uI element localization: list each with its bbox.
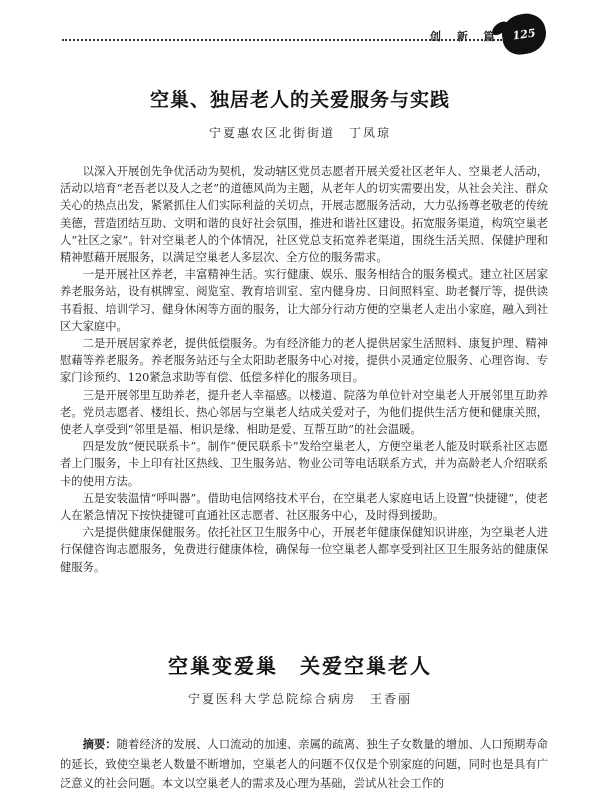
page-number: 125 [511,25,537,43]
article2-byline: 宁夏医科大学总院综合病房 王香丽 [187,692,412,706]
paragraph: 一是开展社区养老，丰富精神生活。实行健康、娱乐、服务相结合的服务模式。建立社区居家养老服务站，设有棋牌室、阅览室、教育培训室、室内健身房、日间照料室、助老餐厅等，提供读书看报、培训学习、健身休闲等方面的服务，让大部分行动方便的空巢老人走出小家庭，融入到社区大家庭中。 [60,268,548,333]
article1-title: 空巢、独居老人的关爱服务与实践 [149,89,450,111]
article2-title: 空巢变爱巢 关爱空巢老人 [168,654,432,678]
section-label: 创 新 篇 [430,30,501,43]
paragraph: 二是开展居家养老，提供低偿服务。为有经济能力的老人提供居家生活照料、康复护理、精神慰藉等养老服务。养老服务站还与全太阳助老服务中心对接，提供小灵通定位服务、心理咨询、专家门诊预约、120紧急求助等有偿、低偿多样化的服务项目。 [60,337,548,385]
paragraph: 三是开展邻里互助养老，提升老人幸福感。以楼道、院落为单位针对空巢老人开展邻里互助养老。党员志愿者、楼组长、热心邻居与空巢老人结成关爱对子，为他们提供生活方便和健康关照，使老人享受到“邻里是福、相识是缘、相助是爱、互帮互助”的社会温暖。 [60,388,548,437]
article1-byline: 宁夏惠农区北街街道 丁凤琼 [208,126,391,140]
article2-abstract [60,735,548,794]
article1-body [60,163,548,576]
abstract-label: 摘要： [82,738,117,751]
paragraph: 四是发放“便民联系卡”。制作“便民联系卡”发给空巢老人，方便空巢老人能及时联系社区志愿者上门服务，卡上印有社区热线、卫生服务站、物业公司等电话联系方式，并为高龄老人介绍联系卡的使用方法。 [60,440,548,488]
paragraph: 六是提供健康保健服务。依托社区卫生服务中心，开展老年健康保健知识讲座，为空巢老人进行保健咨询志愿服务，免费进行健康体检，确保每一位空巢老人都享受到社区卫生服务站的健康保健服务。 [60,526,548,574]
paragraph: 以深入开展创先争优活动为契机，发动辖区党员志愿者开展关爱社区老年人、空巢老人活动，活动以培育“老吾老以及人之老”的道德风尚为主题，从老年人的切实需要出发，从社会关注、群众关心的热点出发，紧紧抓住人们实际利益的关切点，开展志愿服务活动，大力弘扬尊老敬老的传统美德，营造团结互助、文明和谐的良好社会氛围，推进和谐社区建设。拓宽服务渠道，构筑空巢老人“社区之家”。针对空巢老人的个体情况，社区党总支拓宽养老渠道，围绕生活关照、保健护理和精神慰藉开展服务，以满足空巢老人多层次、全方位的服务需求。 [60,165,548,265]
paragraph: 五是安装温情“呼叫器”。借助电信网络技术平台，在空巢老人家庭电话上设置“快捷键”，使老人在紧急情况下按快捷键可直通社区志愿者、社区服务中心，及时得到援助。 [60,491,548,523]
abstract-text: 随着经济的发展、人口流动的加速、亲属的疏离、独生子女数量的增加、人口预期寿命的延长，致使空巢老人数量不断增加，空巢老人的问题不仅仅是个别家庭的问题，同时也是具有广泛意义的社会问题。本文以空巢老人的需求及心理为基础，尝试从社会工作的 [60,738,548,790]
page-number-badge [499,11,548,57]
